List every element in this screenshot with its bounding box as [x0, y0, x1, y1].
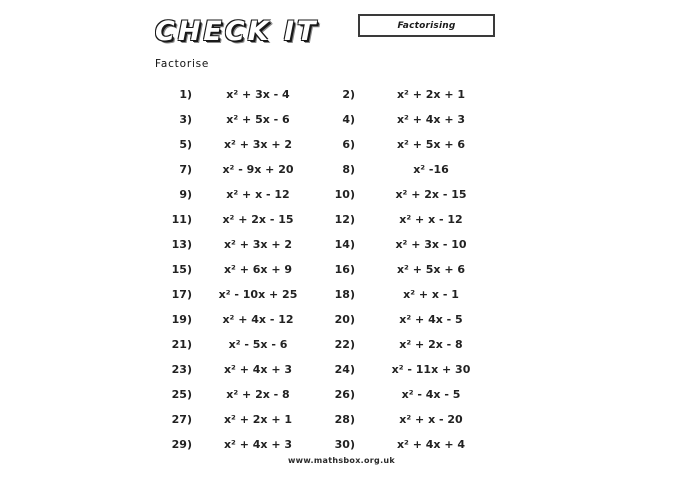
problem-expression: x² + x - 12 — [226, 188, 290, 201]
problem-number: 23) — [171, 363, 192, 376]
problem-expression: x² -16 — [413, 163, 449, 176]
problem-number: 16) — [334, 263, 355, 276]
problem-expression: x² + 4x - 5 — [399, 313, 463, 326]
problem-number: 24) — [334, 363, 355, 376]
problem-number: 22) — [334, 338, 355, 351]
problems-grid — [150, 82, 507, 457]
problem-number: 9) — [179, 188, 192, 201]
problem-expression: x² + 4x + 3 — [396, 113, 466, 126]
problem-expression: x² - 9x + 20 — [222, 163, 294, 176]
problem-expression: x² + 2x - 15 — [222, 213, 294, 226]
problem-expression: x² + x - 20 — [399, 413, 463, 426]
problem-expression: x² + 4x - 12 — [222, 313, 294, 326]
problem-expression: x² + 2x - 8 — [399, 338, 463, 351]
problem-expression: x² + 3x + 2 — [223, 138, 293, 151]
problem-expression: x² + 4x + 4 — [396, 438, 466, 451]
problem-expression: x² + 3x - 4 — [226, 88, 290, 101]
problem-number: 12) — [334, 213, 355, 226]
problem-number: 17) — [171, 288, 192, 301]
check-it-logo: CHECK IT — [155, 16, 319, 47]
problem-number: 2) — [342, 88, 355, 101]
problem-number: 18) — [334, 288, 355, 301]
problem-expression: x² - 4x - 5 — [401, 388, 461, 401]
problem-expression: x² + 4x + 3 — [223, 438, 293, 451]
problem-number: 15) — [171, 263, 192, 276]
problem-expression: x² + 5x + 6 — [396, 263, 466, 276]
problem-number: 11) — [171, 213, 192, 226]
problem-number: 25) — [171, 388, 192, 401]
problem-number: 3) — [179, 113, 192, 126]
topic-box — [358, 14, 495, 37]
problem-number: 30) — [334, 438, 355, 451]
problem-number: 13) — [171, 238, 192, 251]
problem-expression: x² - 11x + 30 — [391, 363, 471, 376]
problem-number: 5) — [179, 138, 192, 151]
problem-number: 14) — [334, 238, 355, 251]
problem-expression: x² + 2x - 15 — [395, 188, 467, 201]
problem-expression: x² + 5x + 6 — [396, 138, 466, 151]
problem-expression: x² + 3x + 2 — [223, 238, 293, 251]
problem-expression: x² + x - 1 — [403, 288, 459, 301]
problem-expression: x² + x - 12 — [399, 213, 463, 226]
problem-number: 7) — [179, 163, 192, 176]
problem-number: 28) — [334, 413, 355, 426]
problem-expression: x² + 5x - 6 — [226, 113, 290, 126]
problem-expression: x² + 2x - 8 — [226, 388, 290, 401]
problem-expression: x² + 6x + 9 — [223, 263, 293, 276]
problem-expression: x² + 4x + 3 — [223, 363, 293, 376]
problem-expression: x² - 10x + 25 — [218, 288, 298, 301]
topic-box-label: Factorising — [397, 20, 456, 31]
problem-number: 4) — [342, 113, 355, 126]
footer-url: www.mathsbox.org.uk — [287, 456, 396, 465]
problem-number: 20) — [334, 313, 355, 326]
problem-number: 19) — [171, 313, 192, 326]
instruction-label: Factorise — [155, 58, 210, 70]
problem-number: 8) — [342, 163, 355, 176]
problem-number: 1) — [179, 88, 192, 101]
problem-number: 6) — [342, 138, 355, 151]
problem-number: 10) — [334, 188, 355, 201]
problem-expression: x² + 2x + 1 — [396, 88, 466, 101]
problem-number: 21) — [171, 338, 192, 351]
problem-expression: x² + 2x + 1 — [223, 413, 293, 426]
problem-number: 27) — [171, 413, 192, 426]
problem-expression: x² + 3x - 10 — [395, 238, 467, 251]
problem-number: 29) — [171, 438, 192, 451]
problem-expression: x² - 5x - 6 — [228, 338, 288, 351]
problem-number: 26) — [334, 388, 355, 401]
